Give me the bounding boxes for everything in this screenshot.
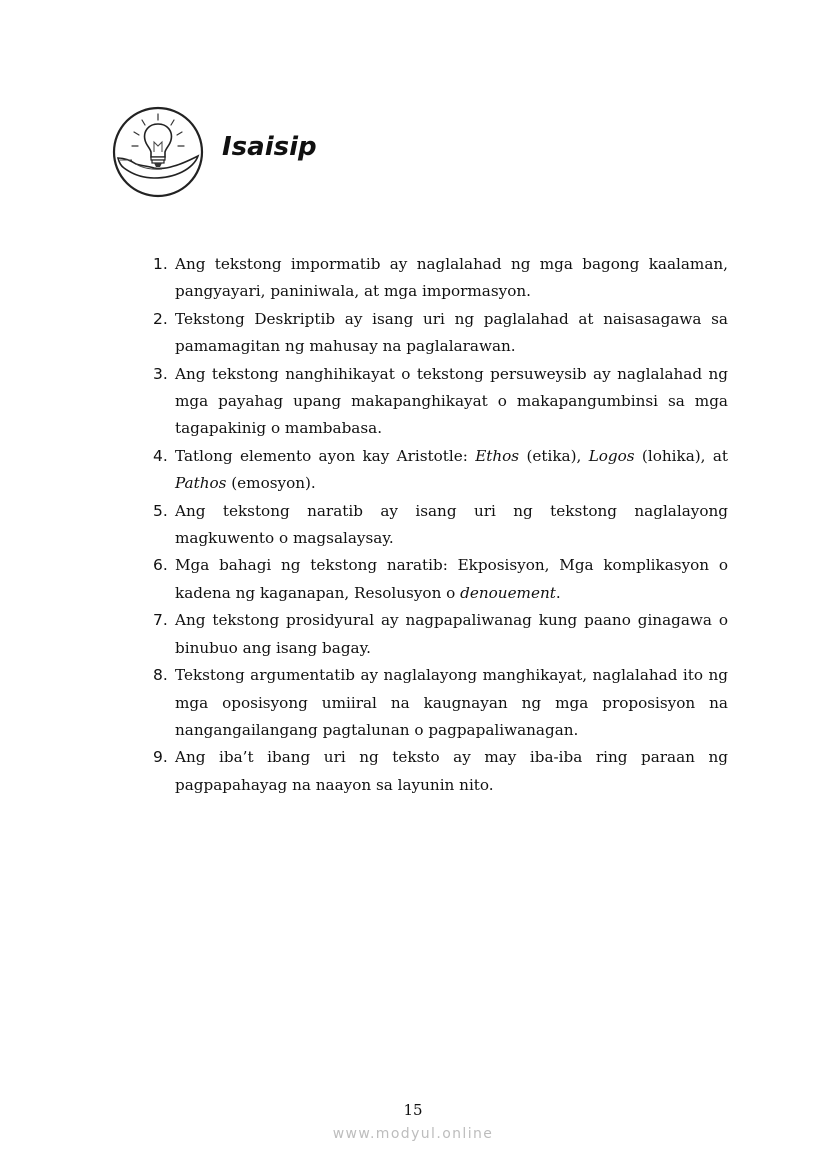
item-number: 7. bbox=[153, 611, 168, 630]
item-text: Ang tekstong naratib ay isang uri ng tekstong naglalayong magkuwento o magsalaysay. bbox=[175, 501, 728, 548]
item-number: 9. bbox=[153, 748, 168, 767]
section-header bbox=[112, 104, 204, 200]
list-item bbox=[145, 443, 728, 498]
term-logos: Logos bbox=[588, 446, 635, 465]
item-text: Tekstong Deskriptib ay isang uri ng paglalahad at naisasagawa sa pamamagitan ng mahusay na paglalarawan. bbox=[175, 309, 728, 356]
list-item bbox=[145, 251, 728, 306]
list-item bbox=[145, 607, 728, 662]
item-number: 4. bbox=[153, 446, 168, 465]
item-number: 8. bbox=[153, 666, 168, 685]
list-item bbox=[145, 498, 728, 553]
item-text: Ang iba’t ibang uri ng teksto ay may iba-iba ring paraan ng pagpapahayag na naayon sa layunin nito. bbox=[175, 748, 728, 794]
list-item bbox=[145, 361, 728, 443]
item-text: Tekstong argumentatib ay naglalayong manghikayat, naglalahad ito ng mga oposisyong umiiral na kaugnayan ng mga proposisyon na nangangailangang pagtalunan o pagpapaliwanagan. bbox=[175, 666, 728, 739]
list-item bbox=[145, 552, 728, 607]
item-number: 5. bbox=[153, 501, 168, 520]
summary-list bbox=[145, 251, 728, 799]
item-number: 1. bbox=[153, 255, 168, 273]
list-item bbox=[145, 662, 728, 744]
item-text: Ang tekstong prosidyural ay nagpapaliwanag kung paano ginagawa o binubuo ang isang bagay. bbox=[175, 611, 728, 657]
item-text: Tatlong elemento ayon kay Aristotle: Ethos (etika), Logos (lohika), at Pathos (emosyon). bbox=[175, 446, 729, 493]
item-text: Ang tekstong nanghihikayat o tekstong persuweysib ay naglalahad ng mga payahag upang makapanghikayat o makapangumbinsi sa mga tagapakinig o mambabasa. bbox=[175, 364, 728, 438]
term-pathos: Pathos bbox=[175, 474, 227, 493]
watermark: www.modyul.online bbox=[332, 1126, 494, 1142]
lightbulb-in-hand-icon bbox=[112, 106, 204, 198]
term-denouement: denouement bbox=[460, 583, 556, 602]
item-text: Mga bahagi ng tekstong naratib: Ekposisyon, Mga komplikasyon o kadena ng kaganapan, Resolusyon o denouement. bbox=[175, 556, 728, 602]
list-item bbox=[145, 744, 728, 799]
item-number: 6. bbox=[153, 556, 168, 575]
item-number: 3. bbox=[153, 364, 168, 383]
term-ethos: Ethos bbox=[475, 446, 520, 465]
page-title: Isaisip bbox=[222, 132, 317, 162]
item-number: 2. bbox=[153, 309, 168, 328]
list-item bbox=[145, 306, 728, 361]
page-number: 15 bbox=[403, 1101, 423, 1119]
item-text: Ang tekstong impormatib ay naglalahad ng mga bagong kaalaman, pangyayari, paniniwala, at mga impormasyon. bbox=[175, 255, 728, 301]
